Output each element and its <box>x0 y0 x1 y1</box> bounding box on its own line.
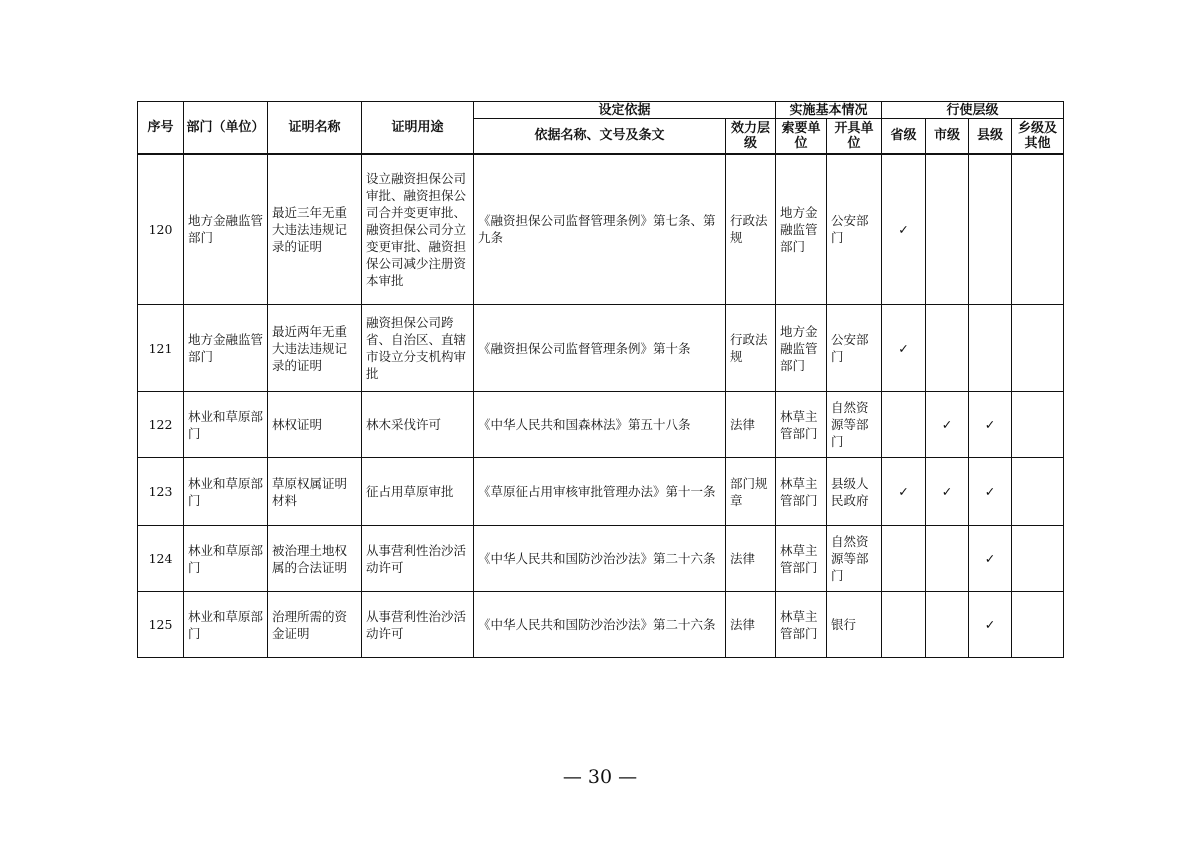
cell-basis-name: 《中华人民共和国防沙治沙法》第二十六条 <box>474 592 726 658</box>
cell-cert-use: 林木采伐许可 <box>362 392 474 458</box>
cell-seq: 125 <box>138 592 184 658</box>
cell-town-check <box>1012 392 1064 458</box>
cell-issuing-unit: 公安部门 <box>827 305 882 392</box>
cell-dept: 林业和草原部门 <box>184 592 268 658</box>
cell-effect-level: 法律 <box>726 526 776 592</box>
cell-city-check: ✓ <box>926 392 969 458</box>
cell-province-check <box>882 592 926 658</box>
cell-city-check <box>926 305 969 392</box>
cell-province-check <box>882 392 926 458</box>
cell-basis-name: 《草原征占用审核审批管理办法》第十一条 <box>474 458 726 526</box>
cell-town-check <box>1012 458 1064 526</box>
cell-county-check <box>969 154 1012 305</box>
cell-seq: 124 <box>138 526 184 592</box>
table-row <box>138 526 1064 592</box>
cell-effect-level: 行政法规 <box>726 154 776 305</box>
cell-seq: 120 <box>138 154 184 305</box>
cell-effect-level: 部门规章 <box>726 458 776 526</box>
cell-county-check: ✓ <box>969 526 1012 592</box>
cell-cert-use: 从事营利性治沙活动许可 <box>362 526 474 592</box>
cell-cert-name: 林权证明 <box>268 392 362 458</box>
cell-cert-name: 最近两年无重大违法违规记录的证明 <box>268 305 362 392</box>
cell-requesting-unit: 地方金融监管部门 <box>776 305 827 392</box>
table-row <box>138 392 1064 458</box>
header-basis-name: 依据名称、文号及条文 <box>474 119 726 154</box>
cell-effect-level: 法律 <box>726 392 776 458</box>
cell-cert-name: 治理所需的资金证明 <box>268 592 362 658</box>
certificate-table <box>137 101 1064 658</box>
cell-requesting-unit: 林草主管部门 <box>776 526 827 592</box>
cell-county-check <box>969 305 1012 392</box>
cell-cert-use: 融资担保公司跨省、自治区、直辖市设立分支机构审批 <box>362 305 474 392</box>
cell-county-check: ✓ <box>969 592 1012 658</box>
cell-province-check <box>882 526 926 592</box>
cell-dept: 地方金融监管部门 <box>184 305 268 392</box>
cell-town-check <box>1012 305 1064 392</box>
cell-seq: 122 <box>138 392 184 458</box>
cell-province-check: ✓ <box>882 154 926 305</box>
cell-cert-use: 设立融资担保公司审批、融资担保公司合并变更审批、融资担保公司分立变更审批、融资担保公司减少注册资本审批 <box>362 154 474 305</box>
header-effect-level: 效力层级 <box>726 119 776 154</box>
header-impl-group: 实施基本情况 <box>776 102 882 119</box>
cell-issuing-unit: 公安部门 <box>827 154 882 305</box>
cell-basis-name: 《中华人民共和国防沙治沙法》第二十六条 <box>474 526 726 592</box>
cell-town-check <box>1012 154 1064 305</box>
header-requesting-unit: 索要单位 <box>776 119 827 154</box>
cell-province-check: ✓ <box>882 458 926 526</box>
header-cert-use: 证明用途 <box>362 102 474 154</box>
cell-requesting-unit: 地方金融监管部门 <box>776 154 827 305</box>
cell-province-check: ✓ <box>882 305 926 392</box>
table-row <box>138 154 1064 305</box>
cell-requesting-unit: 林草主管部门 <box>776 458 827 526</box>
header-issuing-unit: 开具单位 <box>827 119 882 154</box>
cell-town-check <box>1012 526 1064 592</box>
cell-seq: 123 <box>138 458 184 526</box>
cell-county-check: ✓ <box>969 458 1012 526</box>
cell-city-check <box>926 592 969 658</box>
cell-issuing-unit: 银行 <box>827 592 882 658</box>
table-header <box>138 102 1064 154</box>
cell-cert-name: 草原权属证明材料 <box>268 458 362 526</box>
cell-issuing-unit: 自然资源等部门 <box>827 526 882 592</box>
cell-requesting-unit: 林草主管部门 <box>776 392 827 458</box>
header-level-group: 行使层级 <box>882 102 1064 119</box>
cell-dept: 林业和草原部门 <box>184 526 268 592</box>
table-row <box>138 592 1064 658</box>
header-dept: 部门（单位） <box>184 102 268 154</box>
cell-issuing-unit: 县级人民政府 <box>827 458 882 526</box>
cell-cert-name: 被治理土地权属的合法证明 <box>268 526 362 592</box>
table-row <box>138 458 1064 526</box>
header-seq: 序号 <box>138 102 184 154</box>
cell-effect-level: 法律 <box>726 592 776 658</box>
header-county: 县级 <box>969 119 1012 154</box>
cell-seq: 121 <box>138 305 184 392</box>
cell-cert-use: 征占用草原审批 <box>362 458 474 526</box>
cell-dept: 地方金融监管部门 <box>184 154 268 305</box>
header-basis-group: 设定依据 <box>474 102 776 119</box>
cell-city-check <box>926 154 969 305</box>
cell-basis-name: 《中华人民共和国森林法》第五十八条 <box>474 392 726 458</box>
header-city: 市级 <box>926 119 969 154</box>
cell-cert-use: 从事营利性治沙活动许可 <box>362 592 474 658</box>
cell-dept: 林业和草原部门 <box>184 458 268 526</box>
table-row <box>138 305 1064 392</box>
header-town: 乡级及其他 <box>1012 119 1064 154</box>
cell-basis-name: 《融资担保公司监督管理条例》第十条 <box>474 305 726 392</box>
cell-dept: 林业和草原部门 <box>184 392 268 458</box>
cell-city-check <box>926 526 969 592</box>
cell-town-check <box>1012 592 1064 658</box>
cell-basis-name: 《融资担保公司监督管理条例》第七条、第九条 <box>474 154 726 305</box>
cell-effect-level: 行政法规 <box>726 305 776 392</box>
cell-city-check: ✓ <box>926 458 969 526</box>
cell-requesting-unit: 林草主管部门 <box>776 592 827 658</box>
header-cert-name: 证明名称 <box>268 102 362 154</box>
cell-cert-name: 最近三年无重大违法违规记录的证明 <box>268 154 362 305</box>
header-province: 省级 <box>882 119 926 154</box>
page-number: — 30 — <box>562 766 638 788</box>
cell-issuing-unit: 自然资源等部门 <box>827 392 882 458</box>
cell-county-check: ✓ <box>969 392 1012 458</box>
